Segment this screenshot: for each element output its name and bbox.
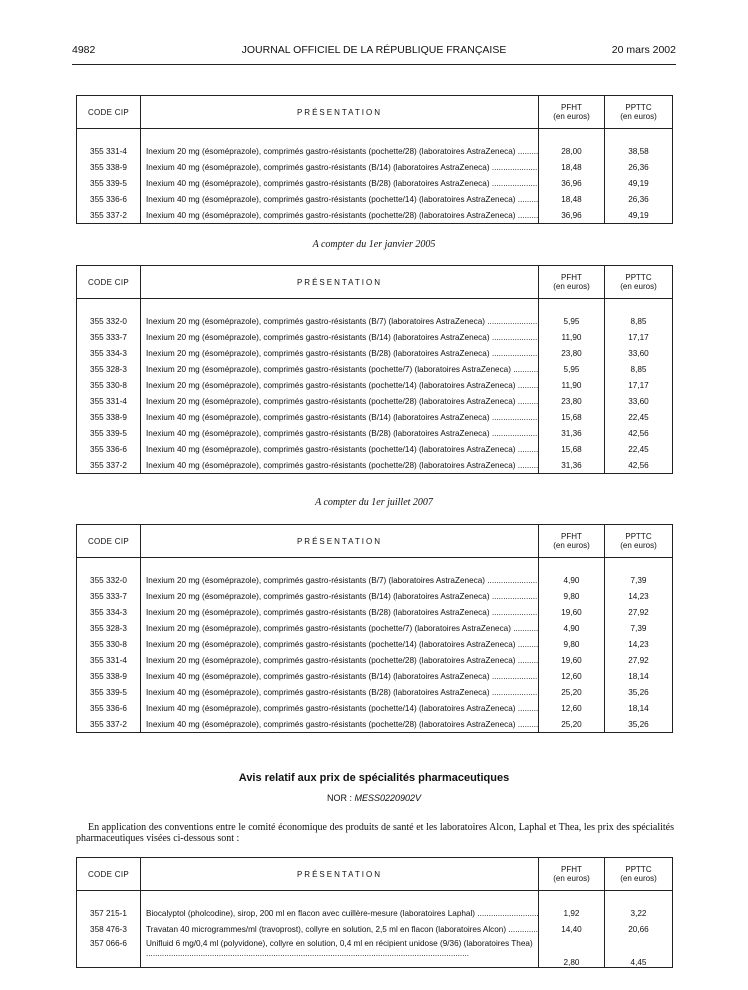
code-cip: 355 334-3 bbox=[77, 604, 141, 620]
pfht-value: 5,95 bbox=[539, 361, 605, 377]
pfht-value: 4,90 bbox=[539, 572, 605, 588]
pttc-label: PPTTC bbox=[625, 103, 652, 112]
table-row bbox=[77, 377, 673, 393]
presentation-cell bbox=[141, 937, 539, 968]
pttc-value: 18,14 bbox=[605, 668, 673, 684]
pttc-value: 33,60 bbox=[605, 345, 673, 361]
presentation-cell bbox=[141, 329, 539, 345]
presentation-cell bbox=[141, 393, 539, 409]
code-cip: 355 332-0 bbox=[77, 572, 141, 588]
pfht-value: 12,60 bbox=[539, 668, 605, 684]
col-header-presentation: PRÉSENTATION bbox=[141, 525, 539, 558]
pfht-value: 12,60 bbox=[539, 700, 605, 716]
pttc-unit: (en euros) bbox=[620, 112, 657, 121]
code-cip: 355 336-6 bbox=[77, 441, 141, 457]
pttc-value: 7,39 bbox=[605, 620, 673, 636]
col-header-code: CODE CIP bbox=[77, 266, 141, 299]
presentation-cell bbox=[141, 409, 539, 425]
code-cip: 355 331-4 bbox=[77, 652, 141, 668]
presentation-cell bbox=[141, 159, 539, 175]
pfht-value: 11,90 bbox=[539, 329, 605, 345]
presentation-cell bbox=[141, 207, 539, 224]
table-row bbox=[77, 207, 673, 224]
code-cip: 355 331-4 bbox=[77, 143, 141, 159]
code-cip: 355 332-0 bbox=[77, 313, 141, 329]
pfht-unit: (en euros) bbox=[553, 541, 590, 550]
table-row bbox=[77, 441, 673, 457]
code-cip: 355 338-9 bbox=[77, 159, 141, 175]
page-header bbox=[72, 44, 676, 60]
pfht-value: 23,80 bbox=[539, 345, 605, 361]
pfht-value: 9,80 bbox=[539, 588, 605, 604]
presentation-cell bbox=[141, 716, 539, 733]
pttc-value: 27,92 bbox=[605, 652, 673, 668]
journal-title: JOURNAL OFFICIEL DE LA RÉPUBLIQUE FRANÇAISE bbox=[241, 44, 507, 56]
code-cip: 355 334-3 bbox=[77, 345, 141, 361]
table-row bbox=[77, 588, 673, 604]
pttc-unit: (en euros) bbox=[620, 282, 657, 291]
spacer-row bbox=[77, 891, 673, 906]
code-cip: 358 476-3 bbox=[77, 921, 141, 937]
table-row bbox=[77, 620, 673, 636]
pttc-value: 33,60 bbox=[605, 393, 673, 409]
pttc-value: 22,45 bbox=[605, 441, 673, 457]
table-header-row bbox=[77, 96, 673, 129]
pttc-value: 26,36 bbox=[605, 159, 673, 175]
presentation-cell bbox=[141, 572, 539, 588]
col-header-pttc bbox=[605, 266, 673, 299]
code-cip: 355 337-2 bbox=[77, 457, 141, 474]
table-row bbox=[77, 636, 673, 652]
presentation-text: Inexium 20 mg (ésoméprazole), comprimés gastro-résistants (B/7) (laboratoires AstraZeneca) ..... bbox=[146, 317, 538, 326]
presentation-text: Inexium 20 mg (ésoméprazole), comprimés gastro-résistants (pochette/14) (laboratoires AstraZeneca) ..... bbox=[146, 640, 538, 649]
code-cip: 355 333-7 bbox=[77, 588, 141, 604]
table-row bbox=[77, 361, 673, 377]
col-header-pfht bbox=[539, 96, 605, 129]
pfht-label: PFHT bbox=[561, 532, 582, 541]
pfht-value: 25,20 bbox=[539, 716, 605, 733]
spacer-row bbox=[77, 558, 673, 573]
code-cip: 355 331-4 bbox=[77, 393, 141, 409]
presentation-cell bbox=[141, 921, 539, 937]
nor-label: NOR : bbox=[326, 793, 352, 803]
pfht-value: 5,95 bbox=[539, 313, 605, 329]
table-row bbox=[77, 905, 673, 921]
presentation-cell bbox=[141, 668, 539, 684]
pttc-value: 3,22 bbox=[605, 905, 673, 921]
col-header-code: CODE CIP bbox=[77, 525, 141, 558]
table-row bbox=[77, 937, 673, 968]
table-row bbox=[77, 313, 673, 329]
pttc-value: 14,23 bbox=[605, 588, 673, 604]
price-table-avis bbox=[76, 857, 673, 968]
pfht-unit: (en euros) bbox=[553, 112, 590, 121]
pttc-value: 8,85 bbox=[605, 313, 673, 329]
presentation-text: Inexium 20 mg (ésoméprazole), comprimés gastro-résistants (B/28) (laboratoires AstraZeneca) ..... bbox=[146, 608, 538, 617]
table-row bbox=[77, 425, 673, 441]
presentation-cell bbox=[141, 457, 539, 474]
presentation-text: Inexium 20 mg (ésoméprazole), comprimés gastro-résistants (B/14) (laboratoires AstraZeneca) ..... bbox=[146, 592, 538, 601]
presentation-cell bbox=[141, 441, 539, 457]
presentation-text: Inexium 40 mg (ésoméprazole), comprimés gastro-résistants (B/14) (laboratoires AstraZeneca) ..... bbox=[146, 163, 538, 172]
code-cip: 355 339-5 bbox=[77, 684, 141, 700]
presentation-cell bbox=[141, 604, 539, 620]
presentation-cell bbox=[141, 636, 539, 652]
table-row bbox=[77, 668, 673, 684]
avis-title: Avis relatif aux prix de spécialités pharmaceutiques bbox=[238, 772, 510, 784]
table-row bbox=[77, 143, 673, 159]
col-header-presentation: PRÉSENTATION bbox=[141, 858, 539, 891]
table-row bbox=[77, 191, 673, 207]
table-row bbox=[77, 409, 673, 425]
pfht-unit: (en euros) bbox=[553, 874, 590, 883]
page-number: 4982 bbox=[72, 44, 96, 56]
pfht-value: 1,92 bbox=[539, 905, 605, 921]
pttc-value: 26,36 bbox=[605, 191, 673, 207]
price-table-2005 bbox=[76, 265, 673, 474]
code-cip: 355 336-6 bbox=[77, 191, 141, 207]
col-header-pfht bbox=[539, 266, 605, 299]
spacer-row bbox=[77, 299, 673, 314]
col-header-presentation: PRÉSENTATION bbox=[141, 96, 539, 129]
pttc-label: PPTTC bbox=[625, 273, 652, 282]
pttc-value: 35,26 bbox=[605, 684, 673, 700]
presentation-text: Inexium 40 mg (ésoméprazole), comprimés gastro-résistants (pochette/28) (laboratoires AstraZeneca) ..... bbox=[146, 211, 538, 220]
pfht-value: 15,68 bbox=[539, 441, 605, 457]
presentation-cell bbox=[141, 652, 539, 668]
table-row bbox=[77, 700, 673, 716]
pttc-value: 18,14 bbox=[605, 700, 673, 716]
code-cip: 355 333-7 bbox=[77, 329, 141, 345]
pttc-value: 42,56 bbox=[605, 425, 673, 441]
pttc-value: 49,19 bbox=[605, 175, 673, 191]
presentation-text: Inexium 40 mg (ésoméprazole), comprimés gastro-résistants (pochette/14) (laboratoires AstraZeneca) ..... bbox=[146, 704, 538, 713]
table-row bbox=[77, 175, 673, 191]
pttc-label: PPTTC bbox=[625, 532, 652, 541]
pfht-value: 18,48 bbox=[539, 159, 605, 175]
presentation-text: Inexium 20 mg (ésoméprazole), comprimés gastro-résistants (B/28) (laboratoires AstraZeneca) ..... bbox=[146, 349, 538, 358]
col-header-code: CODE CIP bbox=[77, 858, 141, 891]
code-cip: 355 338-9 bbox=[77, 409, 141, 425]
col-header-pfht bbox=[539, 858, 605, 891]
header-rule bbox=[72, 64, 676, 65]
pttc-value: 20,66 bbox=[605, 921, 673, 937]
pttc-value: 49,19 bbox=[605, 207, 673, 224]
table-row bbox=[77, 393, 673, 409]
table-row bbox=[77, 921, 673, 937]
code-cip: 355 339-5 bbox=[77, 425, 141, 441]
col-header-code: CODE CIP bbox=[77, 96, 141, 129]
pfht-value: 25,20 bbox=[539, 684, 605, 700]
table-row bbox=[77, 159, 673, 175]
pfht-label: PFHT bbox=[561, 865, 582, 874]
table-row bbox=[77, 345, 673, 361]
presentation-text: Inexium 20 mg (ésoméprazole), comprimés gastro-résistants (pochette/14) (laboratoires AstraZeneca) ..... bbox=[146, 381, 538, 390]
pfht-value: 14,40 bbox=[539, 921, 605, 937]
pfht-value: 31,36 bbox=[539, 425, 605, 441]
presentation-cell bbox=[141, 377, 539, 393]
presentation-cell bbox=[141, 684, 539, 700]
pttc-value: 8,85 bbox=[605, 361, 673, 377]
table-row bbox=[77, 716, 673, 733]
pttc-value: 22,45 bbox=[605, 409, 673, 425]
pfht-value: 36,96 bbox=[539, 175, 605, 191]
presentation-text: Inexium 20 mg (ésoméprazole), comprimés gastro-résistants (pochette/7) (laboratoires AstraZeneca) ..... bbox=[146, 365, 538, 374]
table-header-row bbox=[77, 266, 673, 299]
spacer-row bbox=[77, 129, 673, 144]
pfht-value: 2,80 bbox=[539, 937, 605, 968]
presentation-text: Inexium 40 mg (ésoméprazole), comprimés gastro-résistants (B/14) (laboratoires AstraZeneca) ..... bbox=[146, 672, 538, 681]
code-cip: 355 336-6 bbox=[77, 700, 141, 716]
pfht-value: 31,36 bbox=[539, 457, 605, 474]
pfht-value: 9,80 bbox=[539, 636, 605, 652]
presentation-cell bbox=[141, 191, 539, 207]
col-header-pttc bbox=[605, 858, 673, 891]
table-row bbox=[77, 652, 673, 668]
nor-code: MESS0220902V bbox=[354, 793, 422, 803]
presentation-text: Inexium 20 mg (ésoméprazole), comprimés gastro-résistants (B/7) (laboratoires AstraZeneca) ..... bbox=[146, 576, 538, 585]
col-header-presentation: PRÉSENTATION bbox=[141, 266, 539, 299]
code-cip: 357 066-6 bbox=[77, 937, 141, 968]
pfht-label: PFHT bbox=[561, 273, 582, 282]
pttc-unit: (en euros) bbox=[620, 541, 657, 550]
pfht-value: 18,48 bbox=[539, 191, 605, 207]
pttc-value: 4,45 bbox=[605, 937, 673, 968]
pfht-value: 28,00 bbox=[539, 143, 605, 159]
pttc-value: 7,39 bbox=[605, 572, 673, 588]
presentation-text: Travatan 40 microgrammes/ml (travoprost), collyre en solution, 2,5 ml en flacon (laboratoires Alcon) ..... bbox=[146, 925, 538, 934]
pttc-unit: (en euros) bbox=[620, 874, 657, 883]
code-cip: 355 330-8 bbox=[77, 377, 141, 393]
col-header-pttc bbox=[605, 525, 673, 558]
code-cip: 355 337-2 bbox=[77, 207, 141, 224]
presentation-text: Inexium 20 mg (ésoméprazole), comprimés gastro-résistants (pochette/28) (laboratoires AstraZeneca) ..... bbox=[146, 397, 538, 406]
pttc-value: 17,17 bbox=[605, 329, 673, 345]
presentation-text: Inexium 40 mg (ésoméprazole), comprimés gastro-résistants (pochette/28) (laboratoires AstraZeneca) ..... bbox=[146, 461, 538, 470]
price-table-2007 bbox=[76, 524, 673, 733]
presentation-text: Inexium 20 mg (ésoméprazole), comprimés gastro-résistants (pochette/7) (laboratoires AstraZeneca) ..... bbox=[146, 624, 538, 633]
pfht-value: 15,68 bbox=[539, 409, 605, 425]
table-header-row bbox=[77, 858, 673, 891]
price-table-1 bbox=[76, 95, 673, 224]
presentation-text: Inexium 20 mg (ésoméprazole), comprimés gastro-résistants (B/14) (laboratoires AstraZeneca) ..... bbox=[146, 333, 538, 342]
presentation-text: Inexium 40 mg (ésoméprazole), comprimés gastro-résistants (pochette/14) (laboratoires AstraZeneca) ..... bbox=[146, 195, 538, 204]
table-row bbox=[77, 329, 673, 345]
presentation-cell bbox=[141, 905, 539, 921]
presentation-cell bbox=[141, 700, 539, 716]
pfht-value: 19,60 bbox=[539, 652, 605, 668]
nor-line bbox=[0, 793, 748, 803]
pttc-value: 38,58 bbox=[605, 143, 673, 159]
pfht-unit: (en euros) bbox=[553, 282, 590, 291]
pfht-label: PFHT bbox=[561, 103, 582, 112]
presentation-cell bbox=[141, 361, 539, 377]
presentation-cell bbox=[141, 425, 539, 441]
pttc-value: 27,92 bbox=[605, 604, 673, 620]
caption-2007: A compter du 1er juillet 2007 bbox=[315, 497, 433, 508]
table-header-row bbox=[77, 525, 673, 558]
presentation-text: Inexium 40 mg (ésoméprazole), comprimés gastro-résistants (B/28) (laboratoires AstraZeneca) ..... bbox=[146, 429, 538, 438]
presentation-cell bbox=[141, 620, 539, 636]
presentation-text: Inexium 40 mg (ésoméprazole), comprimés gastro-résistants (pochette/28) (laboratoires AstraZeneca) ..... bbox=[146, 720, 538, 729]
pfht-value: 19,60 bbox=[539, 604, 605, 620]
pfht-value: 11,90 bbox=[539, 377, 605, 393]
code-cip: 355 328-3 bbox=[77, 620, 141, 636]
code-cip: 355 337-2 bbox=[77, 716, 141, 733]
presentation-cell bbox=[141, 143, 539, 159]
presentation-text: Inexium 40 mg (ésoméprazole), comprimés gastro-résistants (B/28) (laboratoires AstraZeneca) ..... bbox=[146, 179, 538, 188]
pttc-value: 35,26 bbox=[605, 716, 673, 733]
pttc-value: 42,56 bbox=[605, 457, 673, 474]
presentation-text: Inexium 20 mg (ésoméprazole), comprimés gastro-résistants (pochette/28) (laboratoires AstraZeneca) ..... bbox=[146, 656, 538, 665]
presentation-text: Unifluid 6 mg/0,4 ml (polyvidone), collyre en solution, 0,4 ml en récipient unidose (9/36) (laboratoires Thea) ..... bbox=[146, 939, 538, 959]
presentation-text: Inexium 20 mg (ésoméprazole), comprimés gastro-résistants (pochette/28) (laboratoires AstraZeneca) ..... bbox=[146, 147, 538, 156]
pfht-value: 23,80 bbox=[539, 393, 605, 409]
presentation-text: Inexium 40 mg (ésoméprazole), comprimés gastro-résistants (pochette/14) (laboratoires AstraZeneca) ..... bbox=[146, 445, 538, 454]
table-row bbox=[77, 604, 673, 620]
presentation-cell bbox=[141, 345, 539, 361]
presentation-text: Inexium 40 mg (ésoméprazole), comprimés gastro-résistants (B/14) (laboratoires AstraZeneca) ..... bbox=[146, 413, 538, 422]
table-row bbox=[77, 572, 673, 588]
code-cip: 355 338-9 bbox=[77, 668, 141, 684]
presentation-cell bbox=[141, 175, 539, 191]
presentation-cell bbox=[141, 313, 539, 329]
table-row bbox=[77, 457, 673, 474]
pfht-value: 4,90 bbox=[539, 620, 605, 636]
col-header-pfht bbox=[539, 525, 605, 558]
publication-date: 20 mars 2002 bbox=[611, 44, 676, 56]
caption-2005: A compter du 1er janvier 2005 bbox=[312, 239, 436, 250]
code-cip: 355 339-5 bbox=[77, 175, 141, 191]
pttc-label: PPTTC bbox=[625, 865, 652, 874]
code-cip: 357 215-1 bbox=[77, 905, 141, 921]
table-row bbox=[77, 684, 673, 700]
pttc-value: 17,17 bbox=[605, 377, 673, 393]
code-cip: 355 328-3 bbox=[77, 361, 141, 377]
pfht-value: 36,96 bbox=[539, 207, 605, 224]
code-cip: 355 330-8 bbox=[77, 636, 141, 652]
presentation-cell bbox=[141, 588, 539, 604]
pttc-value: 14,23 bbox=[605, 636, 673, 652]
presentation-text: Inexium 40 mg (ésoméprazole), comprimés gastro-résistants (B/28) (laboratoires AstraZeneca) ..... bbox=[146, 688, 538, 697]
col-header-pttc bbox=[605, 96, 673, 129]
presentation-text: Biocalyptol (pholcodine), sirop, 200 ml en flacon avec cuillère-mesure (laboratoires Laphal) ..... bbox=[146, 909, 538, 918]
avis-paragraph: En application des conventions entre le comité économique des produits de santé et les laboratoires Alcon, Laphal et Thea, les prix des spécialités pharmaceutiques visées ci-dessous sont : bbox=[76, 822, 674, 844]
